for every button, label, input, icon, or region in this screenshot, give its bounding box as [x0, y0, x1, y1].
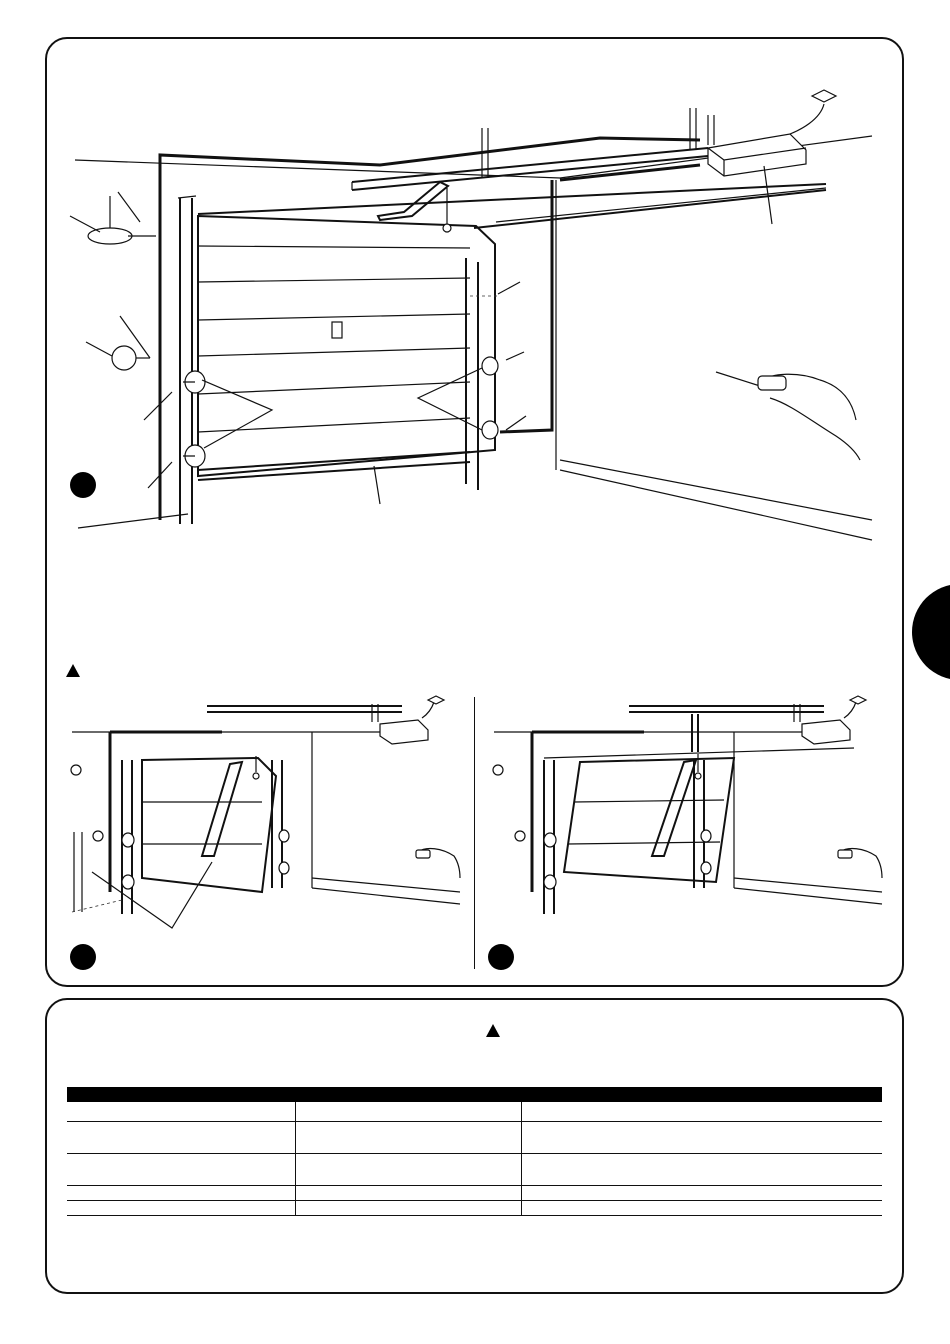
table-cell	[521, 1102, 882, 1122]
page-section-tab	[912, 584, 950, 680]
table-row	[67, 1186, 882, 1201]
garage-door-installation-illustration	[0, 0, 950, 560]
table-cell	[295, 1201, 521, 1216]
table-header-row	[67, 1087, 882, 1102]
table-cell	[521, 1186, 882, 1201]
figure-marker-main	[70, 472, 96, 498]
warning-triangle-icon	[66, 664, 80, 677]
figure-marker-left-detail	[70, 944, 96, 970]
specification-table	[67, 1087, 882, 1216]
table-cell	[295, 1154, 521, 1186]
table-header-cell	[67, 1087, 295, 1102]
table-cell	[521, 1154, 882, 1186]
table-cell	[67, 1201, 295, 1216]
table-cell	[521, 1122, 882, 1154]
table-header-cell	[521, 1087, 882, 1102]
door-detail-illustration-right	[484, 692, 904, 952]
table-cell	[67, 1102, 295, 1122]
table-row	[67, 1154, 882, 1186]
table-cell	[521, 1201, 882, 1216]
table-cell	[67, 1186, 295, 1201]
table-cell	[295, 1102, 521, 1122]
table-header-cell	[295, 1087, 521, 1102]
table-cell	[67, 1154, 295, 1186]
table-cell	[295, 1122, 521, 1154]
table-row	[67, 1122, 882, 1154]
table-cell	[67, 1122, 295, 1154]
figure-marker-right-detail	[488, 944, 514, 970]
table-cell	[295, 1186, 521, 1201]
warning-triangle-icon-table	[486, 1024, 500, 1037]
door-detail-illustration-left	[62, 692, 482, 952]
table-row	[67, 1201, 882, 1216]
table-row	[67, 1102, 882, 1122]
